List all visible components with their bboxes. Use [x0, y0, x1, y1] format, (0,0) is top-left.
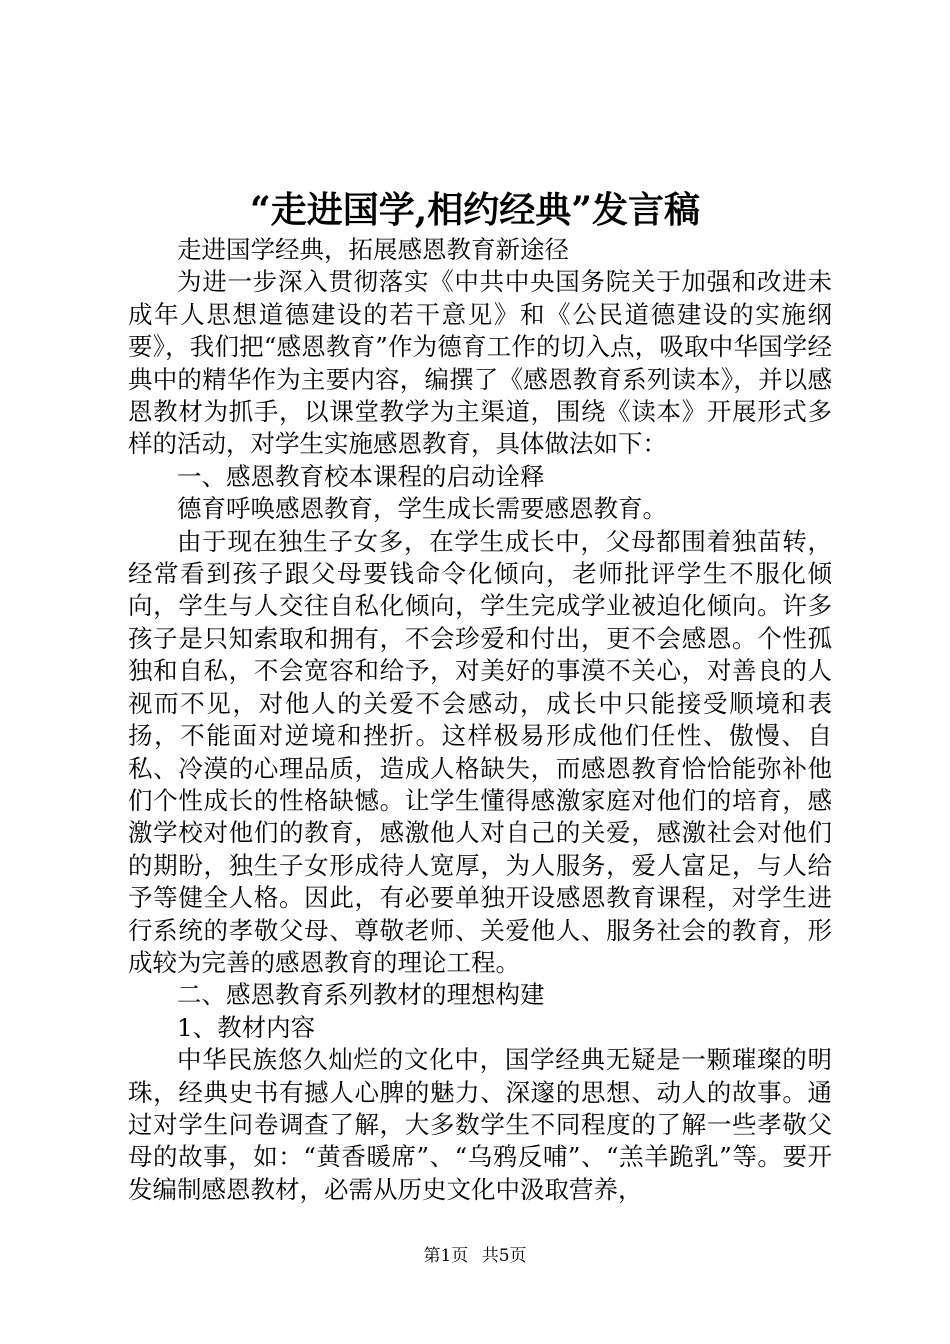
- document-body: [128, 234, 832, 1206]
- subsection-heading: 1、教材内容: [177, 1012, 316, 1042]
- document-title: “走进国学,相约经典”发言稿: [250, 189, 700, 231]
- page-total: 共5页: [481, 1246, 527, 1266]
- page-footer: [0, 1244, 950, 1268]
- page-number: 第1页: [423, 1246, 469, 1266]
- body-paragraph: 德育呼唤感恩教育，学生成长需要感恩教育。: [177, 494, 667, 524]
- subtitle-paragraph: 走进国学经典，拓展感恩教育新途径: [177, 235, 569, 264]
- section-heading-2: 二、感恩教育系列教材的理想构建: [177, 980, 545, 1010]
- section-heading-1: 一、感恩教育校本课程的启动诠释: [177, 461, 545, 491]
- body-paragraph: 由于现在独生子女多，在学生成长中，父母都围着独苗转，经常看到孩子跟父母要钱命令化倾向，老师批评学生不服化倾向，学生与人交往自私化倾向，学生完成学业被迫化倾向。许多孩子是只知索取和拥有，不会珍爱和付出，更不会感恩。个性孤独和自私，不会宽容和给予，对美好的事漠不关心，对善良的人视而不见，对他人的关爱不会感动，成长中只能接受顺境和表扬，不能面对逆境和挫折。这样极易形成他们任性、傲慢、自私、冷漠的心理品质，造成人格缺失，而感恩教育恰恰能弥补他们个性成长的性格缺憾。让学生懂得感激家庭对他们的培育，感激学校对他们的教育，感激他人对自己的关爱，感激社会对他们的期盼，独生子女形成待人宽厚，为人服务，爱人富足，与人给予等健全人格。因此，有必要单独开设感恩教育课程，对学生进行系统的孝敬父母、尊敬老师、关爱他人、服务社会的教育，形成较为完善的感恩教育的理论工程。: [128, 526, 832, 977]
- body-paragraph: 中华民族悠久灿烂的文化中，国学经典无疑是一颗璀璨的明珠，经典史书有撼人心脾的魅力、深邃的思想、动人的故事。通过对学生问卷调查了解，大多数学生不同程度的了解一些孝敬父母的故事，如：“黄香暖席”、“乌鸦反哺”、“羔羊跪乳”等。要开发编制感恩教材，必需从历史文化中汲取营养，: [128, 1045, 832, 1204]
- intro-paragraph: 为进一步深入贯彻落实《中共中央国务院关于加强和改进未成年人思想道德建设的若干意见》和《公民道德建设的实施纲要》，我们把“感恩教育”作为德育工作的切入点，吸取中华国学经典中的精华作为主要内容，编撰了《感恩教育系列读本》，并以感恩教材为抓手，以课堂教学为主渠道，围绕《读本》开展形式多样的活动，对学生实施感恩教育，具体做法如下：: [128, 267, 832, 459]
